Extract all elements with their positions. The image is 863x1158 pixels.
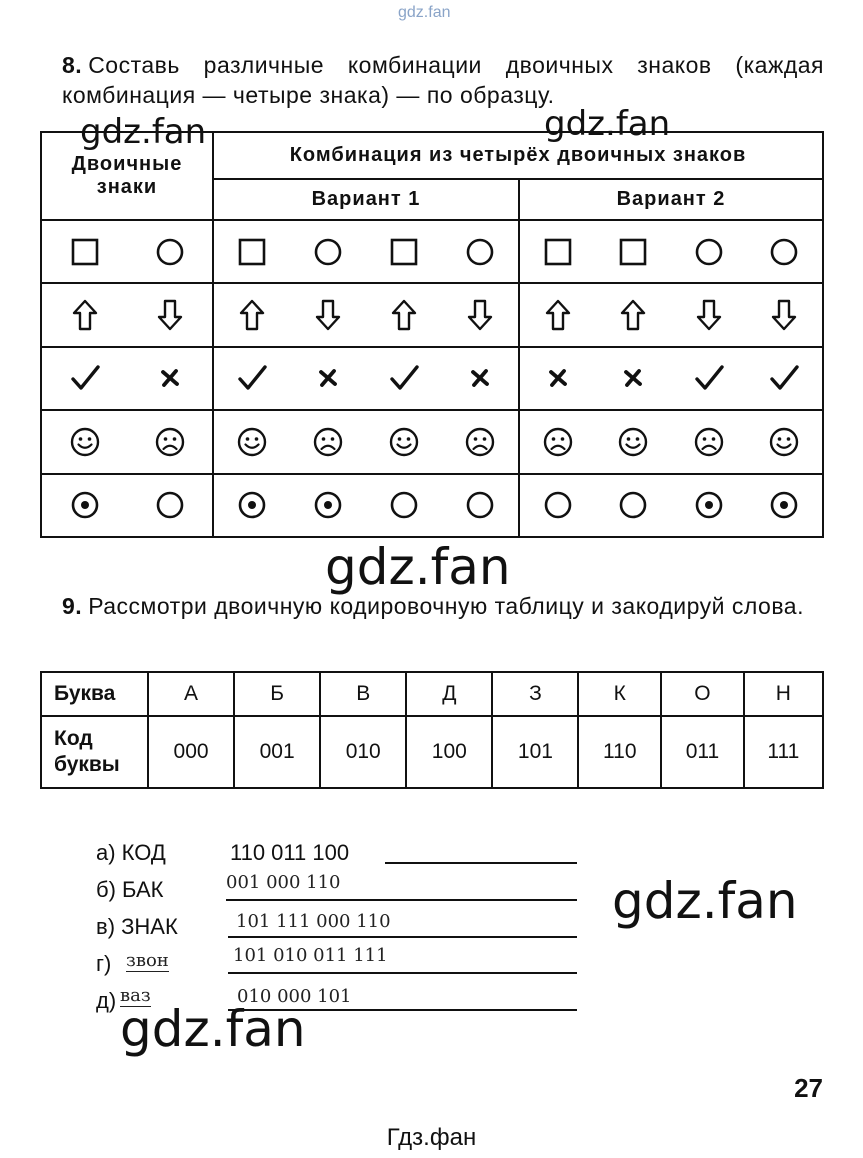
letter-cell: Б [234, 672, 320, 716]
answer-c-code: 101 111 000 110 [236, 911, 391, 932]
answer-e-label: д) [96, 988, 117, 1013]
code-cell: 001 [234, 716, 320, 788]
letter-cell: А [148, 672, 234, 716]
arrow-down-icon [153, 298, 187, 332]
answer-e-word: ваз [120, 985, 151, 1006]
sad-icon [692, 425, 726, 459]
arrow-up-icon [68, 298, 102, 332]
letter-cell: Д [406, 672, 492, 716]
sad-icon [311, 425, 345, 459]
arrow-up-icon [235, 298, 269, 332]
check-icon [68, 361, 102, 395]
variant1-cell [213, 283, 519, 346]
check-icon [235, 361, 269, 395]
cross-icon [616, 361, 650, 395]
circle-icon [616, 488, 650, 522]
answer-d-code: 101 010 011 111 [233, 945, 388, 966]
variant1-cell [213, 220, 519, 283]
answer-c-line [228, 936, 577, 938]
smile-icon [387, 425, 421, 459]
arrow-down-icon [692, 298, 726, 332]
dot-circle-icon [68, 488, 102, 522]
cross-icon [311, 361, 345, 395]
variant1-cell [213, 347, 519, 410]
sad-icon [463, 425, 497, 459]
answer-b-line [226, 899, 577, 901]
check-icon [692, 361, 726, 395]
circle-icon [541, 488, 575, 522]
arrow-down-icon [311, 298, 345, 332]
dot-circle-icon [235, 488, 269, 522]
watermark-middle: gdz.fan [325, 538, 511, 596]
answer-c-label: в) ЗНАК [96, 914, 178, 939]
arrow-up-icon [616, 298, 650, 332]
circle-icon [311, 235, 345, 269]
circle-icon [387, 488, 421, 522]
code-cell: 110 [578, 716, 661, 788]
letter-cell: З [492, 672, 578, 716]
code-cell: 010 [320, 716, 406, 788]
sad-icon [153, 425, 187, 459]
watermark-right-answers: gdz.fan [612, 872, 798, 930]
watermark-right-table: gdz.fan [544, 104, 671, 144]
binary-pair-cell [41, 220, 213, 283]
table-row [41, 220, 823, 283]
letter-cell: В [320, 672, 406, 716]
code-cell: 011 [661, 716, 744, 788]
task8-number: 8. [62, 52, 83, 78]
square-icon [616, 235, 650, 269]
variant2-header: Вариант 2 [519, 179, 823, 220]
arrow-up-icon [541, 298, 575, 332]
binary-pair-cell [41, 283, 213, 346]
letter-cell: Н [744, 672, 823, 716]
watermark-bottom-left: gdz.fan [120, 1000, 306, 1058]
variant2-cell [519, 283, 823, 346]
binary-combinations-table [40, 131, 824, 538]
letter-row-label: Буква [41, 672, 148, 716]
answer-a-code: 110 011 100 [230, 840, 350, 865]
arrow-down-icon [463, 298, 497, 332]
square-icon [541, 235, 575, 269]
circle-icon [463, 488, 497, 522]
binary-pair-cell [41, 410, 213, 473]
check-icon [387, 361, 421, 395]
answer-a-line [385, 862, 577, 864]
answer-d-word: звон [126, 950, 169, 971]
task8-text: Составь различные комбинации двоичных знаков (каждая комбинация — четыре знака) — по образцу. [62, 52, 824, 108]
code-row-label: Код буквы [41, 716, 148, 788]
code-cell: 100 [406, 716, 492, 788]
smile-icon [68, 425, 102, 459]
arrow-up-icon [387, 298, 421, 332]
task9-heading [62, 591, 824, 621]
top-watermark: gdz.fan [398, 4, 451, 21]
variant1-cell [213, 474, 519, 537]
cross-icon [463, 361, 497, 395]
table-row [41, 410, 823, 473]
letter-cell: К [578, 672, 661, 716]
cross-icon [541, 361, 575, 395]
answer-b-label: б) БАК [96, 877, 164, 902]
smile-icon [767, 425, 801, 459]
page-number: 27 [794, 1073, 823, 1103]
code-cell: 000 [148, 716, 234, 788]
col-combination-header: Комбинация из четырёх двоичных знаков [213, 132, 823, 179]
check-icon [767, 361, 801, 395]
code-table [40, 671, 824, 789]
circle-icon [153, 488, 187, 522]
task9-number: 9. [62, 593, 83, 619]
footer-text: Гдз.фан [386, 1124, 477, 1151]
variant2-cell [519, 474, 823, 537]
binary-pair-cell [41, 347, 213, 410]
square-icon [235, 235, 269, 269]
answer-d-line [228, 972, 577, 974]
square-icon [68, 235, 102, 269]
circle-icon [692, 235, 726, 269]
code-cell: 111 [744, 716, 823, 788]
arrow-down-icon [767, 298, 801, 332]
col-binary-header: Двоичные знаки [41, 132, 213, 220]
cross-icon [153, 361, 187, 395]
variant1-header: Вариант 1 [213, 179, 519, 220]
circle-icon [767, 235, 801, 269]
code-cell: 101 [492, 716, 578, 788]
answer-d-label: г) [96, 951, 112, 976]
sad-icon [541, 425, 575, 459]
dot-circle-icon [311, 488, 345, 522]
circle-icon [463, 235, 497, 269]
letter-cell: О [661, 672, 744, 716]
square-icon [387, 235, 421, 269]
task8-heading [62, 50, 824, 110]
circle-icon [153, 235, 187, 269]
dot-circle-icon [692, 488, 726, 522]
task9-text: Рассмотри двоичную кодировочную таблицу и закодируй слова. [88, 593, 804, 619]
variant1-cell [213, 410, 519, 473]
dot-circle-icon [767, 488, 801, 522]
binary-pair-cell [41, 474, 213, 537]
answer-b-code: 001 000 110 [226, 872, 341, 893]
variant2-cell [519, 347, 823, 410]
answer-a-label: а) КОД [96, 840, 166, 865]
smile-icon [616, 425, 650, 459]
variant2-cell [519, 410, 823, 473]
answer-e-code: 010 000 101 [237, 986, 352, 1007]
smile-icon [235, 425, 269, 459]
table-row [41, 474, 823, 537]
watermark-left-table: gdz.fan [80, 112, 207, 152]
table-row [41, 283, 823, 346]
table-row [41, 347, 823, 410]
variant2-cell [519, 220, 823, 283]
